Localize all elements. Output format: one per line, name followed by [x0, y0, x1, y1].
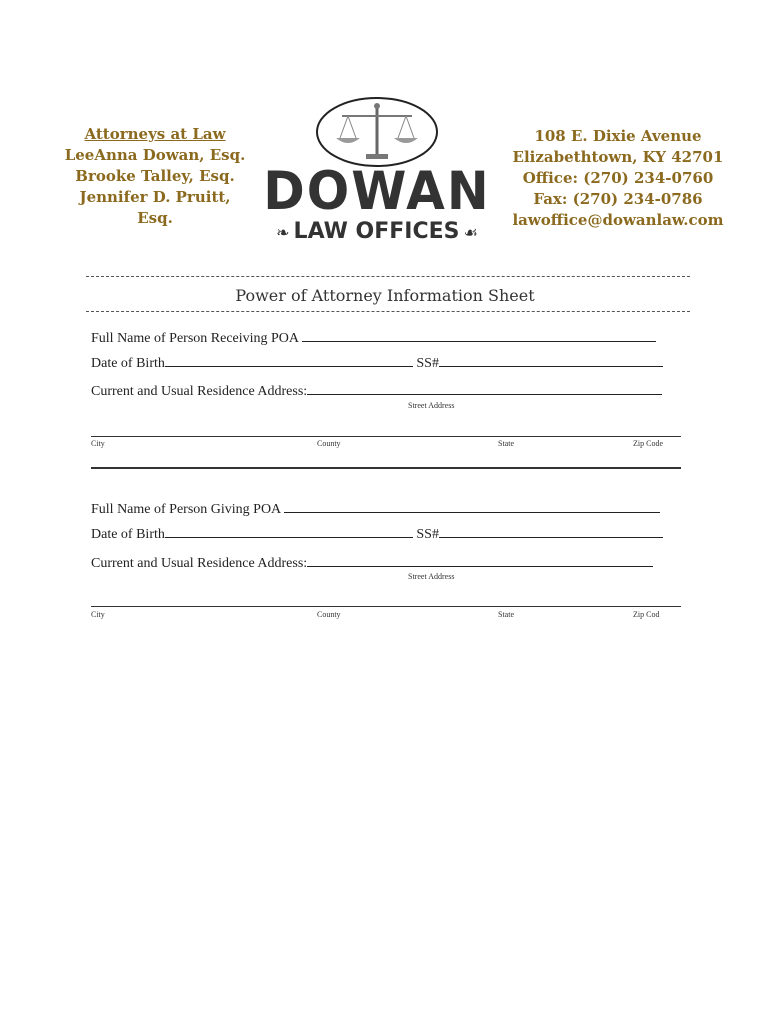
receiving-address-label: Current and Usual Residence Address: — [91, 384, 308, 399]
receiving-address-row — [91, 382, 662, 400]
attorney-name: LeeAnna Dowan, Esq. — [64, 146, 246, 164]
giving-name-row — [91, 500, 660, 518]
receiving-street-field[interactable] — [307, 382, 662, 395]
dashed-divider-bottom — [86, 311, 690, 312]
street-address: 108 E. Dixie Avenue — [534, 127, 702, 145]
email-address: lawoffice@dowanlaw.com — [512, 211, 724, 229]
office-phone: Office: (270) 234-0760 — [522, 169, 714, 187]
logo-subtitle — [262, 219, 492, 244]
city-caption: City — [91, 439, 105, 448]
receiving-dob-row — [91, 354, 663, 372]
logo-wordmark: DOWAN — [263, 160, 491, 222]
receiving-ssn-field[interactable] — [439, 354, 663, 367]
attorneys-heading: Attorneys at Law — [84, 125, 226, 143]
giving-dob-row — [91, 525, 663, 543]
ornament-icon: ❧ — [276, 222, 290, 242]
giving-name-field[interactable] — [284, 500, 660, 513]
zip-caption: Zip Code — [633, 439, 663, 448]
section-divider — [91, 467, 681, 469]
receiving-dob-field[interactable] — [165, 354, 413, 367]
county-caption: County — [317, 439, 341, 448]
giving-street-field[interactable] — [307, 554, 653, 567]
giving-city-line[interactable] — [91, 606, 681, 607]
giving-ssn-label: SS# — [416, 527, 439, 542]
attorney-name: Brooke Talley, Esq. — [75, 167, 235, 185]
sheet-title: Power of Attorney Information Sheet — [235, 286, 535, 305]
attorney-list — [60, 124, 250, 229]
county-caption: County — [317, 610, 341, 619]
giving-dob-field[interactable] — [165, 525, 413, 538]
city-state-zip: Elizabethtown, KY 42701 — [512, 148, 724, 166]
giving-address-label: Current and Usual Residence Address: — [91, 556, 308, 571]
fax-number: Fax: (270) 234-0786 — [533, 190, 703, 208]
giving-address-row — [91, 554, 653, 572]
contact-info — [512, 126, 724, 231]
giving-name-label: Full Name of Person Giving POA — [91, 502, 281, 517]
receiving-city-line[interactable] — [91, 436, 681, 437]
receiving-name-field[interactable] — [302, 329, 656, 342]
receiving-ssn-label: SS# — [416, 356, 439, 371]
ornament-icon: ☙ — [463, 222, 478, 242]
street-caption: Street Address — [408, 572, 455, 581]
receiving-name-row — [91, 329, 656, 347]
city-caption: City — [91, 610, 105, 619]
giving-ssn-field[interactable] — [439, 525, 663, 538]
state-caption: State — [498, 610, 514, 619]
receiving-name-label: Full Name of Person Receiving POA — [91, 331, 299, 346]
state-caption: State — [498, 439, 514, 448]
dashed-divider-top — [86, 276, 690, 277]
street-caption: Street Address — [408, 401, 455, 410]
firm-logo — [262, 92, 492, 252]
logo-subtitle-text: LAW OFFICES — [293, 219, 460, 244]
giving-dob-label: Date of Birth — [91, 527, 165, 542]
zip-caption: Zip Cod — [633, 610, 660, 619]
receiving-dob-label: Date of Birth — [91, 356, 165, 371]
attorney-name: Jennifer D. Pruitt, Esq. — [79, 188, 231, 227]
